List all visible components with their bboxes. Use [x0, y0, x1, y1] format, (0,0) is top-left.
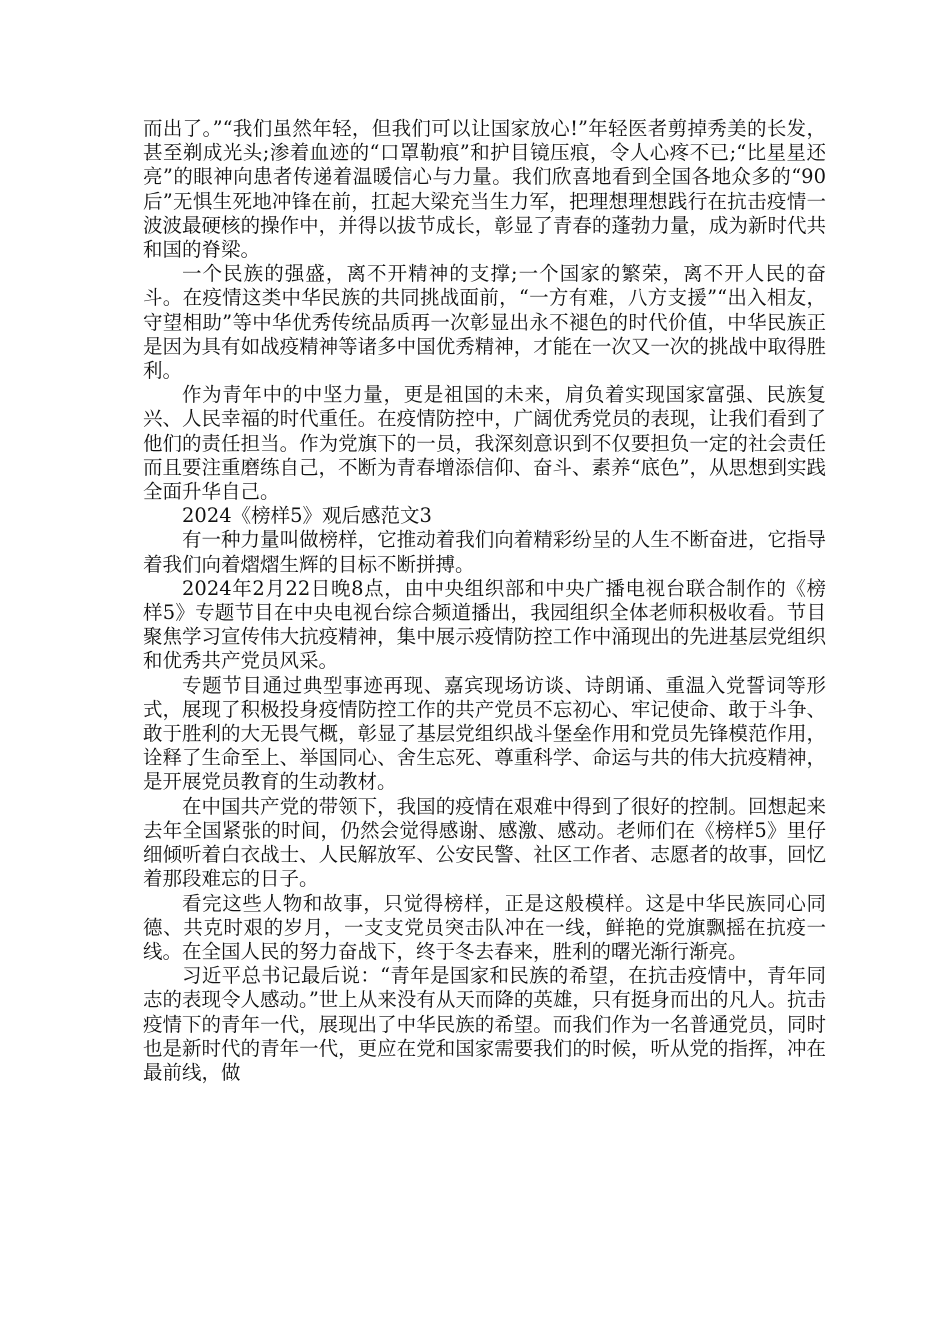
paragraph-7: 专题节目通过典型事迹再现、嘉宾现场访谈、诗朗诵、重温入党誓词等形式，展现了积极投身疫情防控工作的共产党员不忘初心、牢记使命、敢于斗争、敢于胜利的大无畏气概，彰显了基层党组织战斗堡垒作用和党员先锋模范作用，诠释了生命至上、举国同心、舍生忘死、尊重科学、命运与共的伟大抗疫精神，是开展党员教育的生动教材。: [143, 673, 826, 794]
paragraph-1: 而出了。”“我们虽然年轻，但我们可以让国家放心!”年轻医者剪掉秀美的长发，甚至剃成光头;渗着血迹的“口罩勒痕”和护目镜压痕，令人心疼不已;“比星星还亮”的眼神向患者传递着温暖信心与力量。我们欣喜地看到全国各地众多的“90后”无惧生死地冲锋在前，扛起大梁充当生力军，把理想理想践行在抗击疫情一波波最硬核的操作中，并得以拔节成长，彰显了青春的蓬勃力量，成为新时代共和国的脊梁。: [143, 117, 826, 262]
paragraph-10: 习近平总书记最后说：“青年是国家和民族的希望，在抗击疫情中，青年同志的表现令人感动。”世上从来没有从天而降的英雄，只有挺身而出的凡人。抗击疫情下的青年一代，展现出了中华民族的希望。而我们作为一名普通党员，同时也是新时代的青年一代，更应在党和国家需要我们的时候，听从党的指挥，冲在最前线，做: [143, 964, 826, 1084]
paragraph-3: 作为青年中的中坚力量，更是祖国的未来，肩负着实现国家富强、民族复兴、人民幸福的时代重任。在疫情防控中，广阔优秀党员的表现，让我们看到了他们的责任担当。作为党旗下的一员，我深刻意识到不仅要担负一定的社会责任而且要注重磨练自己，不断为青春增添信仰、奋斗、素养“底色”，从思想到实践全面升华自己。: [143, 383, 826, 504]
paragraph-2: 一个民族的强盛，离不开精神的支撑;一个国家的繁荣，离不开人民的奋斗。在疫情这类中华民族的共同挑战面前，“一方有难，八方支援”“出入相友，守望相助”等中华优秀传统品质再一次彰显出永不褪色的时代价值，中华民族正是因为具有如战疫精神等诸多中国优秀精神，才能在一次又一次的挑战中取得胜利。: [143, 262, 826, 383]
paragraph-6: 2024年2月22日晚8点，由中央组织部和中央广播电视台联合制作的《榜样5》专题节目在中央电视台综合频道播出，我园组织全体老师积极收看。节目聚焦学习宣传伟大抗疫精神，集中展示疫情防控工作中涌现出的先进基层党组织和优秀共产党员风采。: [143, 576, 826, 673]
document-body: [143, 117, 826, 1085]
section-heading: 2024《榜样5》观后感范文3: [182, 504, 432, 528]
paragraph-5: 有一种力量叫做榜样，它推动着我们向着精彩纷呈的人生不断奋进，它指导着我们向着熠熠生辉的目标不断拼搏。: [143, 528, 826, 576]
paragraph-9: 看完这些人物和故事，只觉得榜样，正是这般模样。这是中华民族同心同德、共克时艰的岁月，一支支党员突击队冲在一线，鲜艳的党旗飘摇在抗疫一线。在全国人民的努力奋战下，终于冬去春来，胜利的曙光渐行渐亮。: [143, 891, 826, 963]
paragraph-8: 在中国共产党的带领下，我国的疫情在艰难中得到了很好的控制。回想起来去年全国紧张的时间，仍然会觉得感谢、感激、感动。老师们在《榜样5》里仔细倾听着白衣战士、人民解放军、公安民警、社区工作者、志愿者的故事，回忆着那段难忘的日子。: [143, 794, 826, 891]
